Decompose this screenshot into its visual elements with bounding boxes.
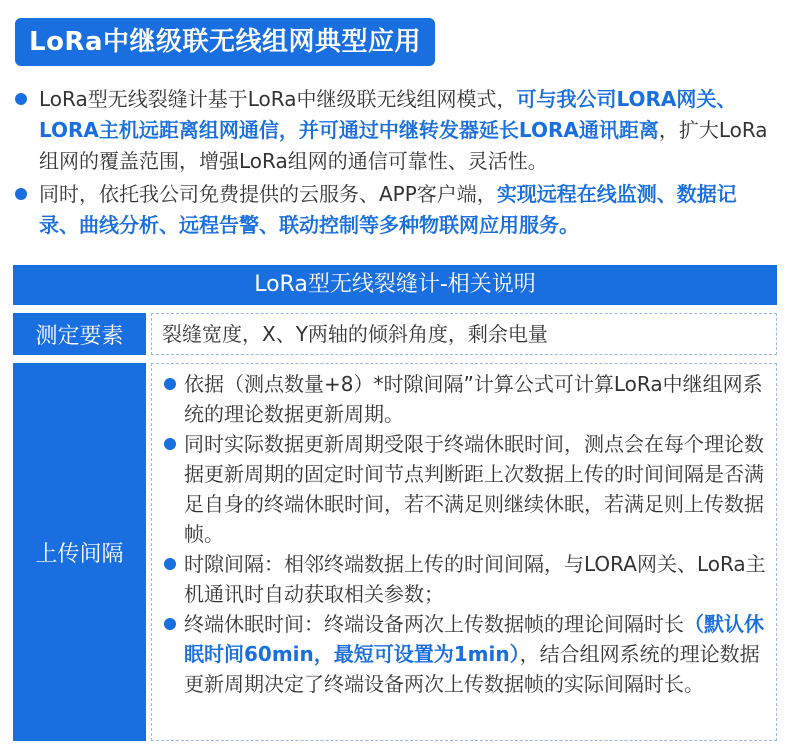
- list-item-highlight: （默认休眠时间60min，最短可设置为1min）: [184, 612, 764, 666]
- list-item-text: 依据（测点数量+8）*时隙间隔”计算公式可计算LoRa中继组网系统的理论数据更新周期。: [184, 372, 763, 426]
- list-item-text: 同时实际数据更新周期受限于终端休眠时间，测点会在每个理论数据更新周期的固定时间节点判断距上次数据上传的时间间隔是否满足自身的终端休眠时间，若不满足则继续休眠，若满足则上传数据帧。: [184, 432, 764, 546]
- intro-p1-text: LoRa型无线裂缝计基于LoRa中继级联无线组网模式，: [39, 87, 517, 111]
- intro-paragraph-2: [15, 179, 775, 241]
- intro-p2-text: 同时，依托我公司免费提供的云服务、APP客户端，: [39, 182, 497, 206]
- list-item: [162, 429, 768, 549]
- bullet-icon: [15, 93, 27, 105]
- spec-table: [13, 265, 777, 741]
- table-row-measure: [13, 313, 777, 355]
- bullet-icon: [164, 558, 176, 570]
- intro-p1-highlight: 可与我公司LORA网关、LORA主机远距离组网通信，并可通过中继转发器延长LORA通讯距离: [39, 87, 737, 142]
- table-row-upload: [13, 363, 777, 741]
- intro-p1-text-end: ，扩大LoRa组网的覆盖范围，增强LoRa组网的通信可靠性、灵活性。: [39, 118, 768, 173]
- list-item: [162, 549, 768, 609]
- row-value-measure: 裂缝宽度，X、Y两轴的倾斜角度，剩余电量: [151, 313, 777, 355]
- intro-section: [15, 84, 775, 243]
- list-item-text-end: ，结合组网系统的理论数据更新周期决定了终端设备两次上传数据帧的实际间隔时长。: [184, 642, 760, 696]
- list-item-text: 时隙间隔：相邻终端数据上传的时间间隔，与LORA网关、LoRa主机通讯时自动获取相关参数；: [184, 552, 766, 606]
- list-item: [162, 609, 768, 699]
- row-label-upload: 上传间隔: [13, 363, 146, 741]
- bullet-icon: [164, 618, 176, 630]
- bullet-icon: [15, 188, 27, 200]
- bullet-icon: [164, 378, 176, 390]
- page-title: LoRa中继级联无线组网典型应用: [15, 18, 435, 66]
- list-item: [162, 369, 768, 429]
- row-label-measure: 测定要素: [13, 313, 146, 355]
- intro-p2-highlight: 实现远程在线监测、数据记录、曲线分析、远程告警、联动控制等多种物联网应用服务。: [39, 182, 737, 237]
- list-item-text: 终端休眠时间：终端设备两次上传数据帧的理论间隔时长: [184, 612, 684, 636]
- row-value-upload: [151, 363, 777, 741]
- intro-paragraph-1: [15, 84, 775, 177]
- bullet-icon: [164, 438, 176, 450]
- table-header: LoRa型无线裂缝计-相关说明: [13, 265, 777, 305]
